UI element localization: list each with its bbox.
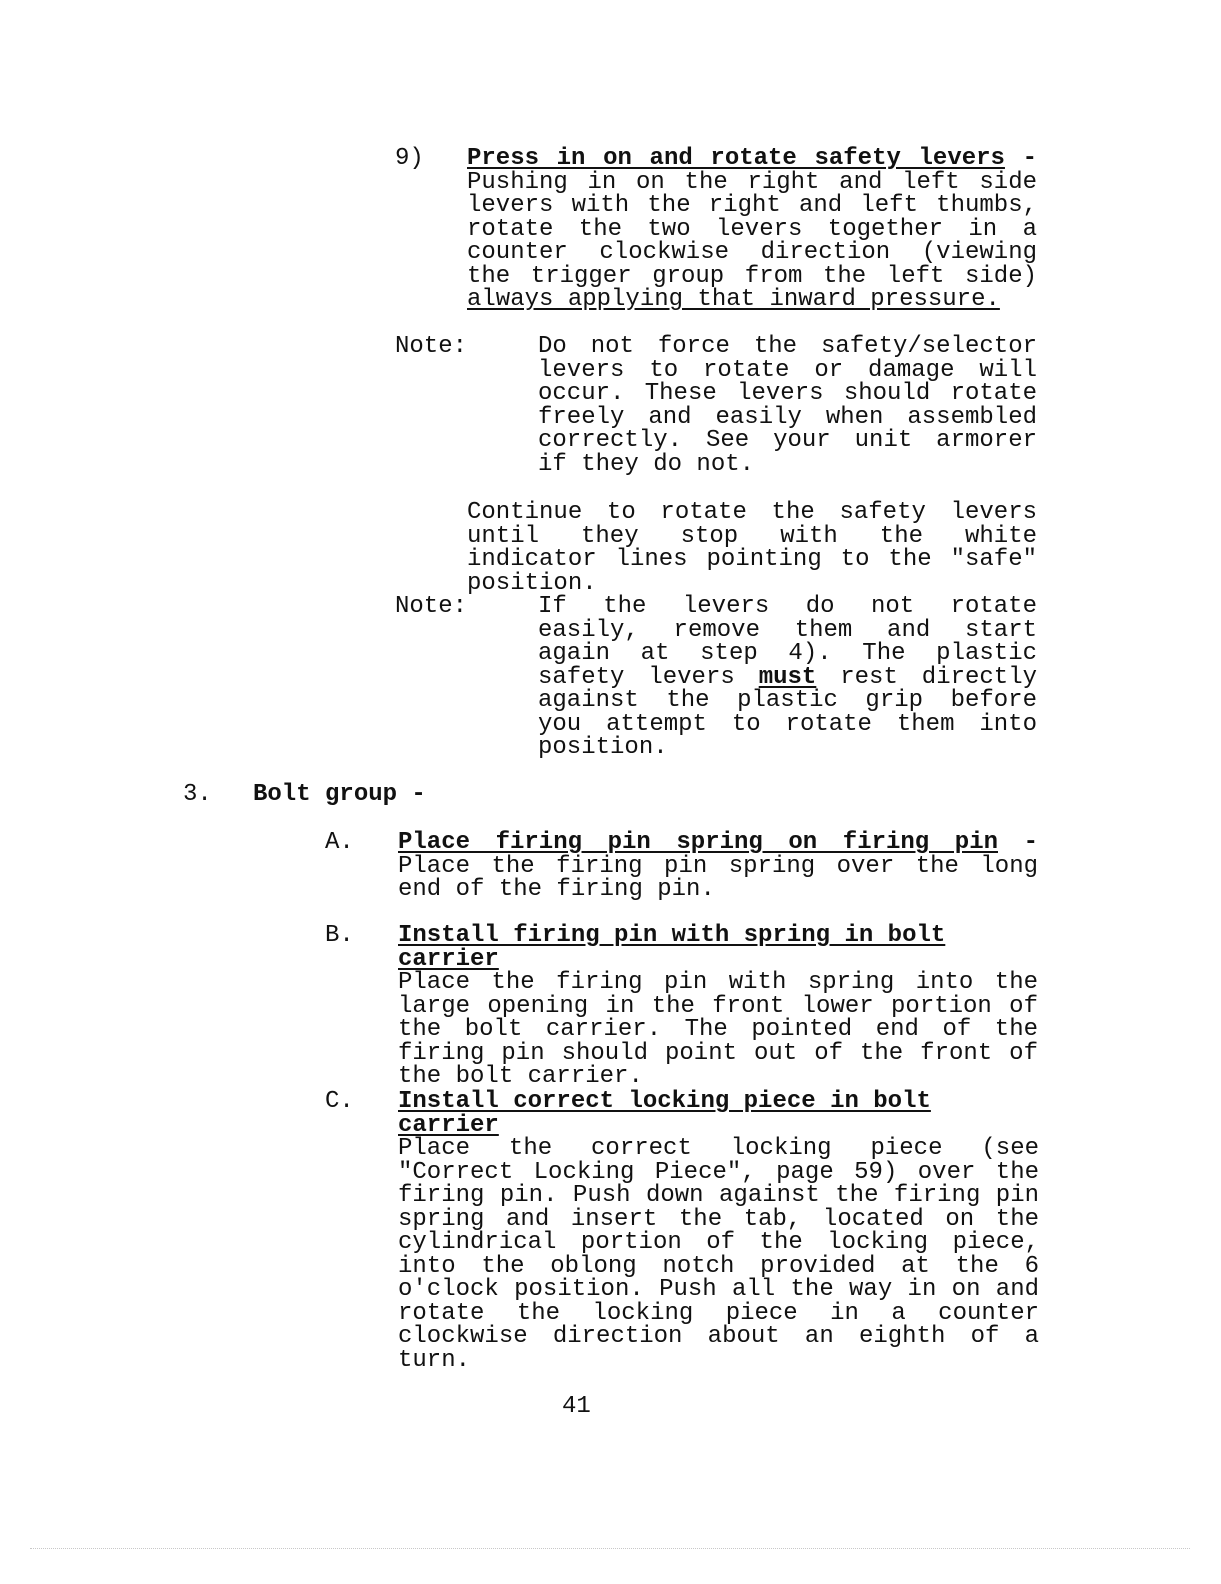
step-heading: Press in on and rotate safety levers [467,145,1005,172]
step-9-paragraph [467,147,1037,312]
heading-dash: - [1004,145,1038,172]
step-number: 9) [395,145,424,172]
item-body: Place the correct locking piece (see "Correct Locking Piece", page 59) over the firing pin. Push down against the firing pin spring and insert the tab, located on the cylindrical portion of the locking piece, into the oblong notch provided at the 6 o'clock position. Push all the way in on and rotate the locking piece in a counter clockwise direction about an eighth of a turn. [398,1135,1039,1374]
step-body: Pushing in on the right and left side levers with the right and left thumbs, rotate the two levers together in a counter clockwise direction (viewing the trigger group from the left side) [467,168,1037,290]
item-body: Place the firing pin spring over the long end of the firing pin. [398,852,1038,903]
item-letter: B. [325,922,354,949]
page-number: 41 [562,1393,591,1420]
item-body: Place the firing pin with spring into the large opening in the front lower portion of the bolt carrier. The pointed end of the firing pin should point out of the front of the bolt carrier. [398,969,1038,1090]
section-title: Bolt group - [253,781,426,808]
note-text [538,595,1037,760]
heading-dash: - [998,829,1038,856]
item-c-paragraph [398,1090,1039,1372]
note-text-before: If the levers do not rotate easily, remove them and start again at step 4). The plastic safety levers [538,593,1037,691]
item-b-paragraph [398,924,1038,1089]
note-text-after: rest directly against the plastic grip before you attempt to rotate them into position. [538,663,1038,761]
step-underlined-tail: always applying that inward pressure. [467,286,1000,313]
continue-paragraph: Continue to rotate the safety levers until they stop with the white indicator lines pointing to the "safe" position. [467,499,1037,597]
section-number: 3. [183,781,212,808]
item-heading: Place firing pin spring on firing pin [398,829,998,856]
note-label: Note: [395,333,468,360]
note-text: Do not force the safety/selector levers to rotate or damage will occur. These levers should rotate freely and easily when assembled correctly. See your unit armorer if they do not. [538,333,1037,478]
item-heading: Install correct locking piece in bolt carrier [398,1088,931,1139]
item-letter: C. [325,1088,354,1115]
item-a-paragraph [398,831,1038,902]
item-letter: A. [325,829,354,856]
note-emphasis: must [758,663,817,691]
item-heading: Install firing pin with spring in bolt carrier [398,922,946,973]
scan-artifact-line [30,1548,1190,1550]
note-label: Note: [395,593,468,620]
